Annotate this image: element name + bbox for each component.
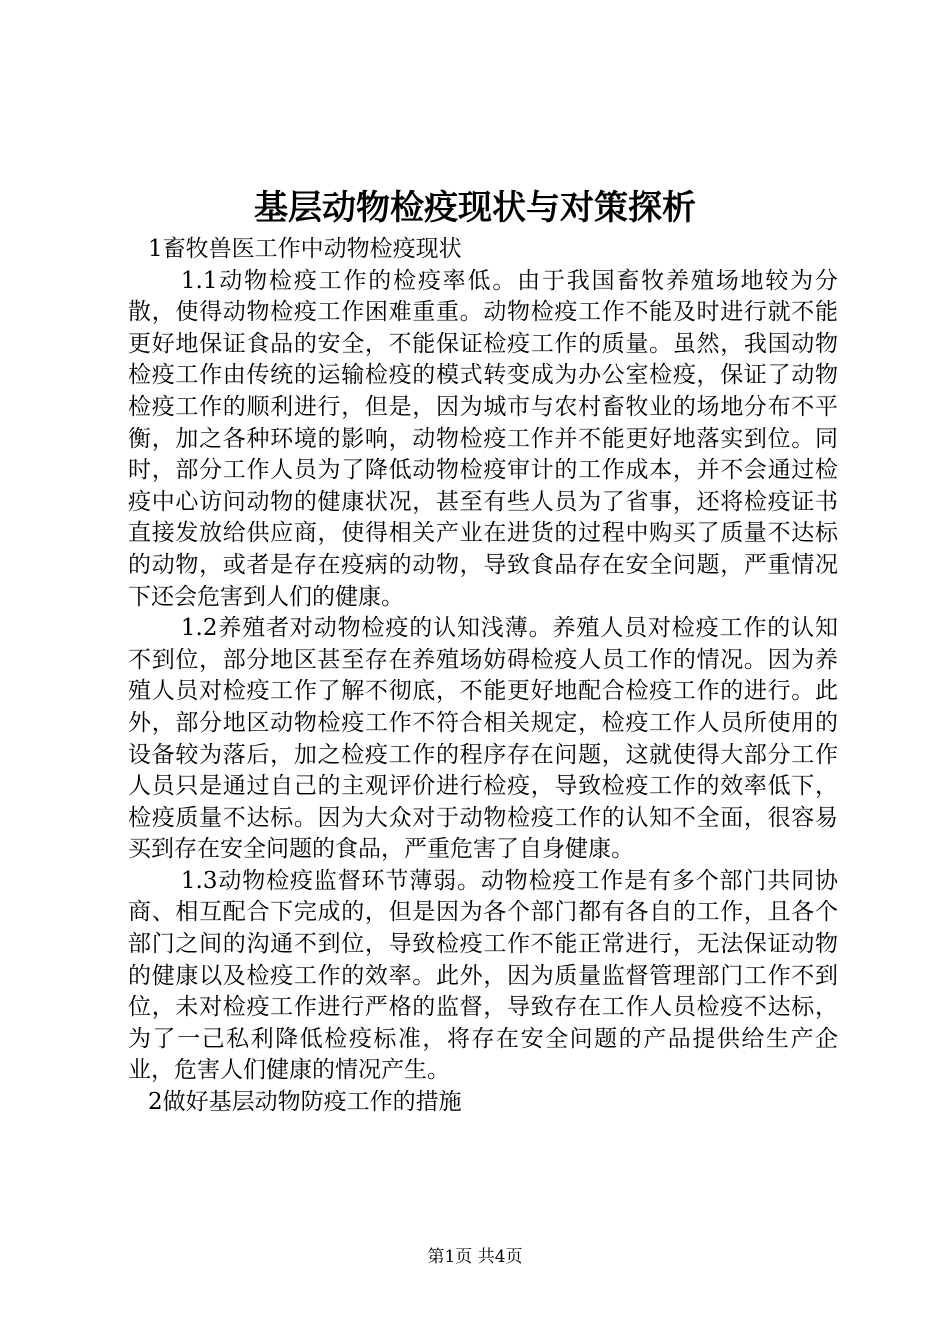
section-heading-2: 2做好基层动物防疫工作的措施 — [148, 1089, 462, 1116]
document-title: 基层动物检疫现状与对策探析 — [254, 188, 696, 228]
paragraph-1-3: 1.3动物检疫监督环节薄弱。动物检疫工作是有多个部门共同协商、相互配合下完成的，但是因为各个部门都有各自的工作，且各个部门之间的沟通不到位，导致检疫工作不能正常进行，无法保证动物的健康以及检疫工作的效率。此外，因为质量监督管理部门工作不到位，未对检疫工作进行严格的监督，导致存在工作人员检疫不达标，为了一己私利降低检疫标准，将存在安全问题的产品提供给生产企业，危害人们健康的情况产生。 — [128, 867, 838, 1084]
section-heading-1: 1畜牧兽医工作中动物检疫现状 — [148, 236, 462, 262]
paragraph-1-1: 1.1动物检疫工作的检疫率低。由于我国畜牧养殖场地较为分散，使得动物检疫工作困难重重。动物检疫工作不能及时进行就不能更好地保证食品的安全，不能保证检疫工作的质量。虽然，我国动物检疫工作由传统的运输检疫的模式转变成为办公室检疫，保证了动物检疫工作的顺利进行，但是，因为城市与农村畜牧业的场地分布不平衡，加之各种环境的影响，动物检疫工作并不能更好地落实到位。同时，部分工作人员为了降低动物检疫审计的工作成本，并不会通过检疫中心访问动物的健康状况，甚至有些人员为了省事，还将检疫证书直接发放给供应商，使得相关产业在进货的过程中购买了质量不达标的动物，或者是存在疫病的动物，导致食品存在安全问题，严重情况下还会危害到人们的健康。 — [128, 267, 838, 610]
paragraph-1-2: 1.2养殖者对动物检疫的认知浅薄。养殖人员对检疫工作的认知不到位，部分地区甚至存在养殖场妨碍检疫人员工作的情况。因为养殖人员对检疫工作了解不彻底，不能更好地配合检疫工作的进行。此外，部分地区动物检疫工作不符合相关规定，检疫工作人员所使用的设备较为落后，加之检疫工作的程序存在问题，这就使得大部分工作人员只是通过自己的主观评价进行检疫，导致检疫工作的效率低下，检疫质量不达标。因为大众对于动物检疫工作的认知不全面，很容易买到存在安全问题的食品，严重危害了自身健康。 — [128, 615, 838, 863]
page-footer: 第1页 共4页 — [427, 1247, 523, 1267]
document-body — [128, 234, 838, 1119]
